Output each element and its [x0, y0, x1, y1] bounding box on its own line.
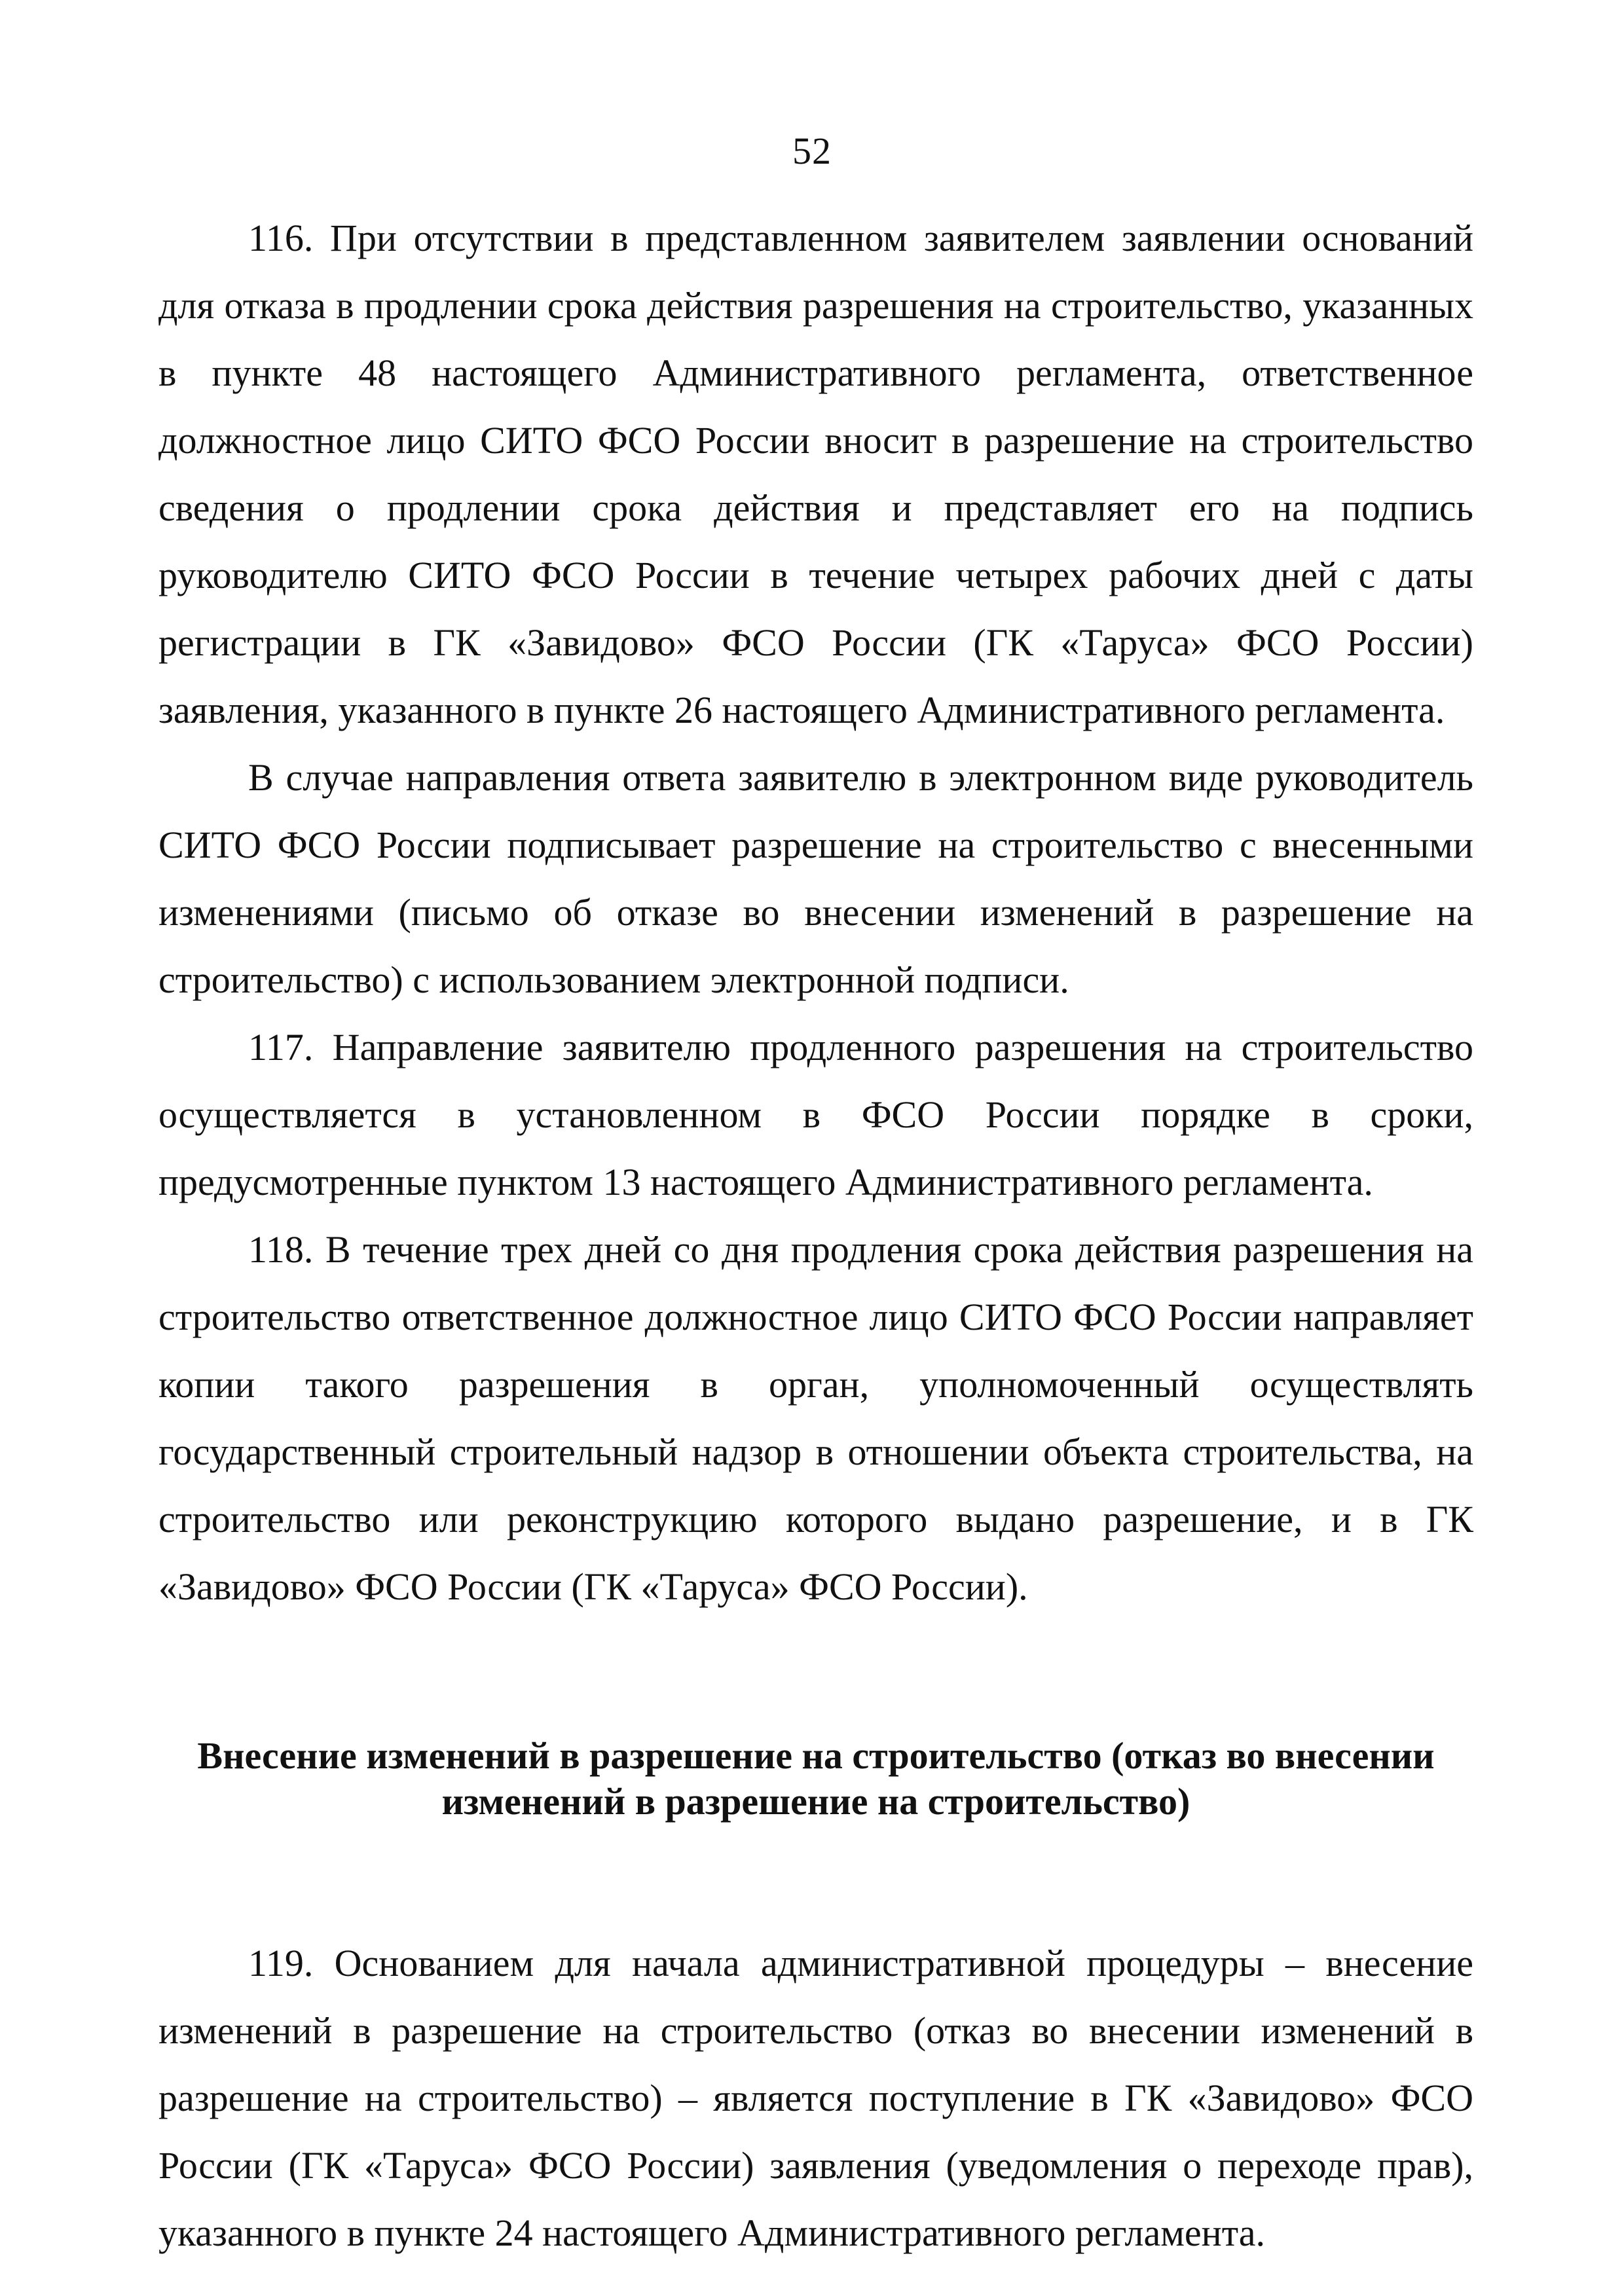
section-heading-line-1: Внесение изменений в разрешение на строительство (отказ во внесении	[197, 1734, 1435, 1777]
paragraph-117: 117. Направление заявителю продленного разрешения на строительство осуществляется в установленном в ФСО России порядке в сроки, предусмотренные пунктом 13 настоящего Административного регламента.	[158, 1026, 1473, 1203]
page-number: 52	[792, 130, 832, 172]
paragraph-116-electronic: В случае направления ответа заявителю в электронном виде руководитель СИТО ФСО России подписывает разрешение на строительство с внесенными изменениями (письмо об отказе во внесении изменений в разрешение на строительство) с использованием электронной подписи.	[158, 756, 1473, 1001]
section-heading-line-2: изменений в разрешение на строительство)	[441, 1780, 1190, 1823]
paragraph-119: 119. Основанием для начала административной процедуры – внесение изменений в разрешение на строительство (отказ во внесении изменений в разрешение на строительство) – является поступление в ГК «Завидово» ФСО России (ГК «Таруса» ФСО России) заявления (уведомления о переходе прав), указанного в пункте 24 настоящего Административного регламента.	[158, 1942, 1473, 2254]
document-body	[158, 204, 1473, 2267]
section-heading	[158, 1733, 1473, 1825]
paragraph-116: 116. При отсутствии в представленном заявителем заявлении оснований для отказа в продлении срока действия разрешения на строительство, указанных в пункте 48 настоящего Административного регламента, ответственное должностное лицо СИТО ФСО России вносит в разрешение на строительство сведения о продлении срока действия и представляет его на подпись руководителю СИТО ФСО России в течение четырех рабочих дней с даты регистрации в ГК «Завидово» ФСО России (ГК «Таруса» ФСО России) заявления, указанного в пункте 26 настоящего Административного регламента.	[158, 217, 1473, 731]
paragraph-118: 118. В течение трех дней со дня продления срока действия разрешения на строительство ответственное должностное лицо СИТО ФСО России направляет копии такого разрешения в орган, уполномоченный осуществлять государственный строительный надзор в отношении объекта строительства, на строительство или реконструкцию которого выдано разрешение, и в ГК «Завидово» ФСО России (ГК «Таруса» ФСО России).	[158, 1228, 1473, 1608]
